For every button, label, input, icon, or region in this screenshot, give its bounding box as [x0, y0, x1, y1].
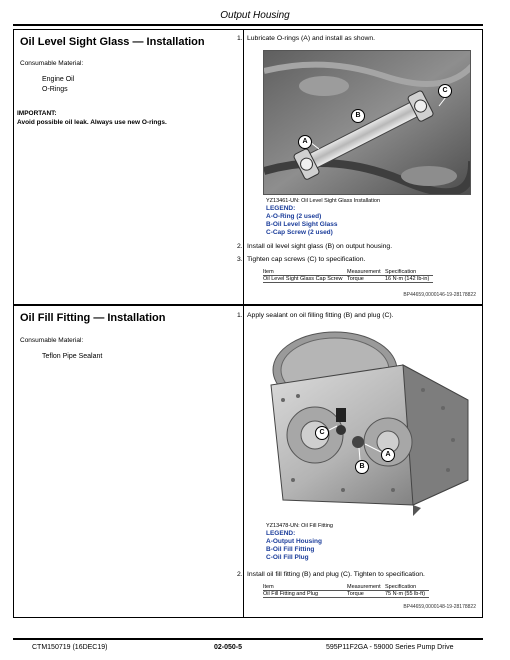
spec-cell-measurement: Torque	[347, 276, 385, 283]
legend-title: LEGEND:	[266, 205, 296, 212]
spec-table	[263, 584, 429, 598]
consumable-label: Consumable Material:	[20, 337, 84, 344]
legend-item: A-O-Ring (2 used)	[266, 213, 322, 220]
section-oil-fill	[13, 305, 483, 618]
section-sight-glass	[13, 29, 483, 305]
step-1: 1. Apply sealant on oil filling fitting (B) and plug (C).	[237, 312, 394, 319]
spec-header-measurement: Measurement	[347, 584, 385, 591]
legend-item: A-Output Housing	[266, 538, 322, 545]
callout-b: B	[355, 460, 369, 474]
callout-c: C	[315, 426, 329, 440]
legend-item: C-Oil Fill Plug	[266, 554, 309, 561]
spec-header-specification: Specification	[385, 269, 433, 276]
important-text: Avoid possible oil leak. Always use new O-rings.	[17, 119, 167, 126]
legend-item: B-Oil Fill Fitting	[266, 546, 315, 553]
spec-cell-item: Oil Level Sight Glass Cap Screw	[263, 276, 347, 283]
legend-item: C-Cap Screw (2 used)	[266, 229, 333, 236]
spec-header-measurement: Measurement	[347, 269, 385, 276]
figure-caption: YZ13461-UN: Oil Level Sight Glass Installation	[266, 198, 381, 204]
footer-rule	[13, 638, 483, 640]
figure-legend	[266, 197, 380, 237]
figure-legend	[266, 522, 333, 562]
legend-title: LEGEND:	[266, 530, 296, 537]
material-item: O-Rings	[42, 86, 68, 93]
footer-doc-id: CTM150719 (16DEC19)	[32, 644, 108, 651]
reference-code: BP44659,0000148-19-28178822	[403, 604, 476, 610]
material-item: Engine Oil	[42, 76, 75, 83]
header-rule	[13, 24, 483, 26]
callout-a: A	[298, 135, 312, 149]
step-1: 1. Lubricate O-rings (A) and install as shown.	[237, 35, 376, 42]
figure-caption: YZ13478-UN: Oil Fill Fitting	[266, 523, 333, 529]
spec-cell-item: Oil Fill Fitting and Plug	[263, 591, 347, 598]
spec-table	[263, 269, 433, 283]
callout-b: B	[351, 109, 365, 123]
oil-fill-photo	[263, 330, 471, 516]
callout-a: A	[381, 448, 395, 462]
output-housing-illustration	[263, 330, 471, 516]
spec-header-specification: Specification	[385, 584, 429, 591]
reference-code: BP44659,0000146-19-28178822	[403, 292, 476, 298]
spec-cell-measurement: Torque	[347, 591, 385, 598]
sight-glass-illustration	[264, 51, 471, 195]
section-title: Oil Fill Fitting — Installation	[20, 312, 166, 324]
important-label: IMPORTANT:	[17, 110, 57, 117]
spec-header-item: Item	[263, 269, 347, 276]
footer-product: 595P11F2GA - 59000 Series Pump Drive	[326, 644, 454, 651]
spec-cell-specification: 75 N·m (55 lb-ft)	[385, 591, 429, 598]
page-header-title: Output Housing	[220, 10, 290, 21]
callout-c: C	[438, 84, 452, 98]
section-title: Oil Level Sight Glass — Installation	[20, 36, 205, 48]
sight-glass-photo	[263, 50, 471, 195]
consumable-label: Consumable Material:	[20, 60, 84, 67]
step-2: 2. Install oil level sight glass (B) on output housing.	[237, 243, 393, 250]
footer-page-number: 02-050-5	[214, 644, 243, 651]
legend-item: B-Oil Level Sight Glass	[266, 221, 338, 228]
step-2: 2. Install oil fill fitting (B) and plug (C). Tighten to specification.	[237, 571, 425, 578]
step-3: 3. Tighten cap screws (C) to specification.	[237, 256, 366, 263]
material-item: Teflon Pipe Sealant	[42, 353, 103, 360]
spec-cell-specification: 16 N·m (142 lb-in)	[385, 276, 433, 283]
spec-header-item: Item	[263, 584, 347, 591]
